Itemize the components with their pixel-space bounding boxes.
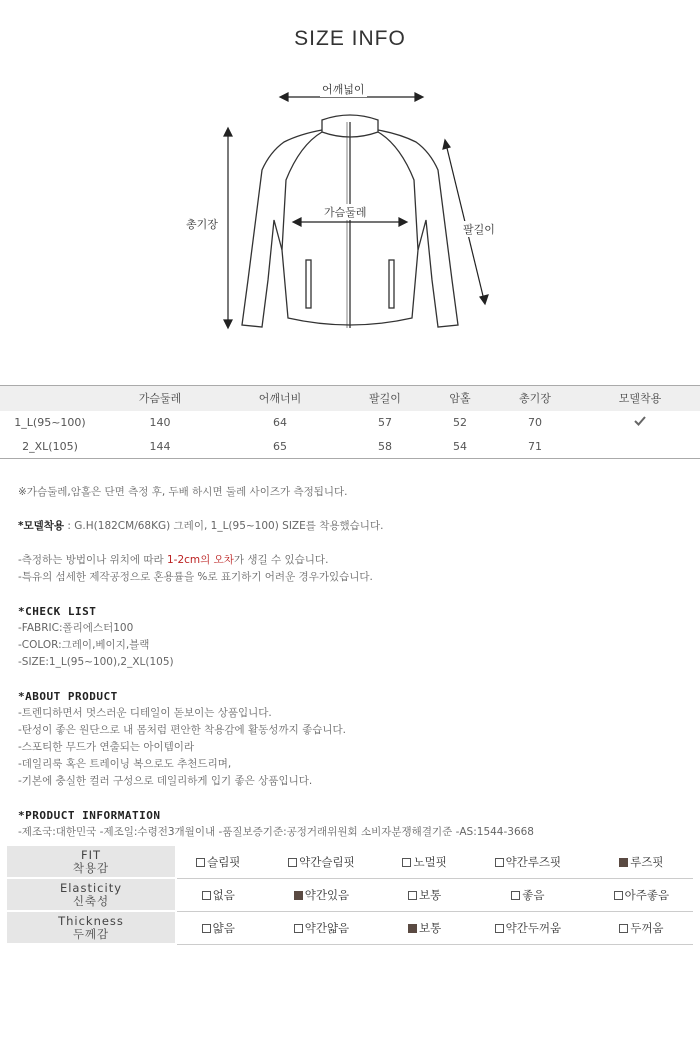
table-cell: 57 [377,416,392,429]
thickness-row [7,912,693,945]
elasticity-option [177,879,260,912]
table-cell: 65 [220,435,340,459]
fit-option [260,846,384,879]
check-list-heading: *CHECK LIST [18,605,97,618]
thickness-label-ko: 두께감 [72,926,110,941]
measure-note: ※가슴둘레,암홀은 단면 측정 후, 두배 하시면 둘레 사이즈가 측정됩니다. [18,486,348,498]
option-label: 아주좋음 [624,888,670,902]
checkbox-checked-icon [619,858,628,867]
list-item: -SIZE:1_L(95~100),2_XL(105) [18,656,174,668]
table-cell: 52 [452,416,467,429]
shoulder-label: 어깨넓이 [322,83,365,96]
list-item: -COLOR:그레이,베이지,블랙 [18,639,150,651]
option-label: 노멀핏 [413,855,447,869]
elasticity-option [466,879,590,912]
checkbox-icon [619,924,628,933]
option-label: 약간루즈핏 [505,855,562,869]
elasticity-option [260,879,384,912]
option-label: 슬림핏 [207,855,241,869]
elasticity-label [7,879,177,912]
table-cell: 58 [340,435,430,459]
sleeve-label: 팔길이 [463,223,495,236]
checkbox-icon [202,924,211,933]
checkbox-icon [614,891,623,900]
table-row [0,411,700,435]
option-label: 약간슬림핏 [299,855,355,869]
model-note [18,518,688,535]
size-name: 2_XL(105) [0,435,100,459]
checkmark-icon [634,416,646,426]
elasticity-option [590,879,693,912]
header-cell: 총기장 [490,386,580,411]
header-cell: 어깨너비 [220,386,340,411]
header-cell: 가슴둘레 [100,386,220,411]
model-cell [580,435,700,459]
fit-label [7,846,177,879]
checkbox-icon [408,891,417,900]
option-label: 얇음 [212,921,235,935]
option-label: 보통 [419,921,442,935]
table-row [0,435,700,459]
thickness-option [590,912,693,945]
fit-option [383,846,466,879]
fit-row [7,846,693,879]
option-label: 약간얇음 [304,921,350,935]
thickness-option [260,912,384,945]
table-cell: 144 [100,435,220,459]
fabric-note: -특유의 섬세한 제작공정으로 혼용률을 %로 표기하기 어려운 경우가있습니다. [18,571,373,583]
checkbox-icon [402,858,411,867]
option-label: 좋음 [522,888,545,902]
table-cell: 64 [272,416,287,429]
fit-label-en: FIT [80,847,102,862]
elasticity-row [7,879,693,912]
table-cell: 54 [430,435,490,459]
table-cell: 71 [490,435,580,459]
length-label: 총기장 [186,218,218,231]
header-cell [0,386,100,411]
product-notes [18,484,688,841]
list-item: -데일리룩 혹은 트레이닝 복으로도 추천드리며, [18,758,232,770]
model-label: *모델착용 [18,520,65,532]
size-table-header [0,386,700,411]
elasticity-option [383,879,466,912]
checkbox-icon [495,858,504,867]
checkbox-checked-icon [294,891,303,900]
option-label: 두꺼움 [630,921,664,935]
option-label: 보통 [419,888,442,902]
error-post: 가 생길 수 있습니다. [233,554,329,566]
thickness-option [383,912,466,945]
page-title: SIZE INFO [294,27,406,50]
header-cell: 팔길이 [340,386,430,411]
fit-table [7,846,693,945]
chest-label: 가슴둘레 [324,206,367,219]
header-cell: 모델착용 [580,386,700,411]
list-item: -탄성이 좋은 원단으로 내 몸처럼 편안한 착용감에 활동성까지 좋습니다. [18,724,346,736]
thickness-option [177,912,260,945]
fit-label-ko: 착용감 [72,860,110,875]
size-name: 1_L(95~100) [14,416,86,429]
fit-option [590,846,693,879]
product-info-line: -제조국:대한민국 -제조일:수령전3개월이내 -품질보증기준:공정거래위원회 소비자분쟁해결기준 -AS:1544-3668 [18,826,534,838]
list-item: -스포티한 무드가 연출되는 아이템이라 [18,741,195,753]
error-note [18,552,688,569]
error-pre: -측정하는 방법이나 위치에 따라 [18,554,167,566]
checkbox-icon [495,924,504,933]
fit-option [177,846,260,879]
list-item: -FABRIC:폴리에스터100 [18,622,134,634]
option-label: 루즈핏 [630,855,664,869]
list-item: -트렌디하면서 멋스러운 디테일이 돋보이는 상품입니다. [18,707,272,719]
thickness-label-en: Thickness [58,913,124,928]
option-label: 약간있음 [304,888,350,902]
thickness-label [7,912,177,945]
elasticity-label-ko: 신축성 [72,893,110,908]
checkbox-checked-icon [408,924,417,933]
size-table [0,385,700,459]
model-text: : G.H(182CM/68KG) 그레이, 1_L(95~100) SIZE를 착용했습니다. [64,520,384,532]
checkbox-icon [294,924,303,933]
size-diagram [0,70,700,370]
table-cell: 70 [527,416,542,429]
model-cell [580,411,700,435]
checkbox-icon [288,858,297,867]
option-label: 약간두꺼움 [505,921,562,935]
product-info-heading: *PRODUCT INFORMATION [18,809,161,822]
option-label: 없음 [212,888,235,902]
elasticity-label-en: Elasticity [59,880,123,895]
about-product-heading: *ABOUT PRODUCT [18,690,118,703]
thickness-option [466,912,590,945]
checkbox-icon [196,858,205,867]
checkbox-icon [511,891,520,900]
checkbox-icon [202,891,211,900]
error-highlight: 1-2cm의 오차 [167,554,234,566]
table-cell: 140 [149,416,171,429]
jacket-illustration [0,70,700,370]
list-item: -기본에 충실한 컬러 구성으로 데일리하게 입기 좋은 상품입니다. [18,775,313,787]
fit-option [466,846,590,879]
header-cell: 암홀 [430,386,490,411]
